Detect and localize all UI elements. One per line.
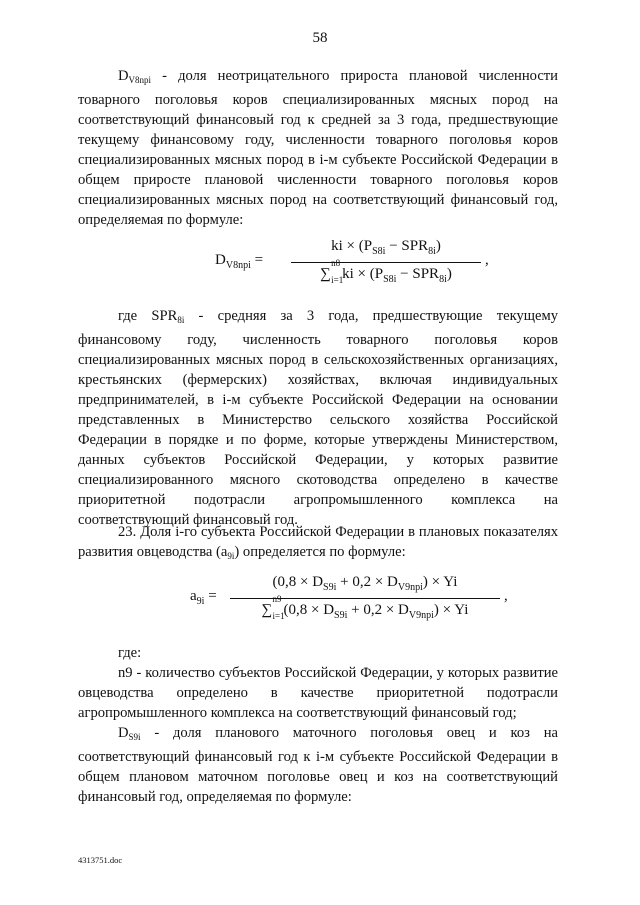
symbol-spr8i: $SPR_{8i}$ bbox=[151, 308, 185, 325]
fraction-bar bbox=[230, 598, 500, 599]
fraction-bar bbox=[291, 262, 481, 263]
formula-fraction bbox=[291, 238, 481, 288]
formula-a9i bbox=[190, 574, 570, 624]
paragraph-text: - доля планового маточного поголовья овец и коз на соответствующий финансовый год к i-м субъекте Российской Федерации в общем плановом маточном поголовье овец и коз на соответствующий финансовый год, определяемая по формуле: bbox=[78, 725, 558, 805]
paragraph-spr8i-definition: где $SPR_{8i}$ - средняя за 3 года, предшествующие текущему финансовому году, численность товарного поголовья коров специализированных мясных пород в сельскохозяйственных организациях, крестьянских (фермерских) хозяйствах, включая индивидуальных предпринимателей, в i-м субъекте Российской Федерации на основании представленных в Министерство сельского хозяйства Российской Федерации в порядке и по форме, которые утверждены Министерством, данных субъектов Российской Федерации, у которых развитие специализированного мясного скотоводства определено в качестве приоритетной подотрасли агропромышленного комплекса на соответствующий финансовый год. bbox=[78, 308, 558, 528]
formula-lhs: $a_{9i}$ = bbox=[190, 588, 217, 607]
paragraph-text: - средняя за 3 года, предшествующие текущему финансовому году, численность товарного поголовья коров специализированных мясных пород в сельскохозяйственных организациях, крестьянских (фермерских) хозяйствах, включая индивидуальных предпринимателей, в i-м субъекте Российской Федерации на основании представленных в Министерство сельского хозяйства Российской Федерации в порядке и по форме, которые утверждены Министерством, данных субъектов Российской Федерации, у которых развитие специализированного мясного скотоводства определено в качестве приоритетной подотрасли агропромышленного комплекса на соответствующий финансовый год. bbox=[78, 308, 558, 528]
paragraph-where: где: bbox=[118, 645, 142, 661]
formula-lhs: $D_{V8npi}$ = bbox=[215, 252, 264, 271]
paragraph-dv8npi-definition bbox=[78, 66, 558, 230]
symbol-dv8npi bbox=[118, 68, 151, 84]
symbol-main: D bbox=[118, 68, 129, 84]
formula-denominator: ∑ n9 i=1 $(0,8 \times D_{S9i} + 0,2 \times D_{V9npi}) \times Yi$ bbox=[261, 594, 469, 621]
sum-symbol: ∑ n8 i=1 bbox=[320, 258, 344, 285]
sum-symbol: ∑ n9 i=1 bbox=[261, 594, 285, 621]
document-footer: 4313751.doc bbox=[78, 855, 123, 865]
formula-numerator: ki × $(P_{S8i} - SPR_{8i})$ bbox=[331, 238, 441, 257]
formula-numerator: $(0,8 \times D_{S9i} + 0,2 \times D_{V9npi}) \times Yi$ bbox=[272, 574, 458, 593]
formula-denominator: ∑ n8 i=1 ki × $(P_{S8i} - SPR_{8i})$ bbox=[320, 258, 452, 285]
paragraph-n9-definition: n9 - количество субъектов Российской Федерации, у которых развитие овцеводства определено в качестве приоритетной подотрасли агропромышленного комплекса на соответствующий финансовый год; bbox=[78, 665, 558, 721]
formula-fraction bbox=[230, 574, 500, 624]
symbol-subscript: V8npi bbox=[128, 75, 152, 85]
paragraph-text: - доля неотрицательного прироста плановой численности товарного поголовья коров специализированных мясных пород на соответствующий финансовый год к средней за 3 года, предшествующие текущему финансовому году, численности товарного поголовья коров специализированных мясных пород в i-м субъекте Российской Федерации в общем приросте плановой численности товарного поголовья коров специализированных мясных пород на соответствующий финансовый год, определяемая по формуле: bbox=[78, 68, 558, 228]
paragraph-item-23: 23. Доля i-го субъекта Российской Федерации в плановых показателях развития овцеводства $(а_{9i})$ определяется по формуле: bbox=[78, 524, 558, 561]
page-number: 58 bbox=[312, 30, 328, 46]
paragraph-ds9i-definition bbox=[78, 723, 558, 807]
formula-dv8npi bbox=[215, 238, 555, 288]
symbol-ds9i: $D_{S9i}$ bbox=[118, 725, 141, 742]
formula-tail: , bbox=[504, 588, 508, 604]
formula-tail: , bbox=[485, 252, 489, 268]
